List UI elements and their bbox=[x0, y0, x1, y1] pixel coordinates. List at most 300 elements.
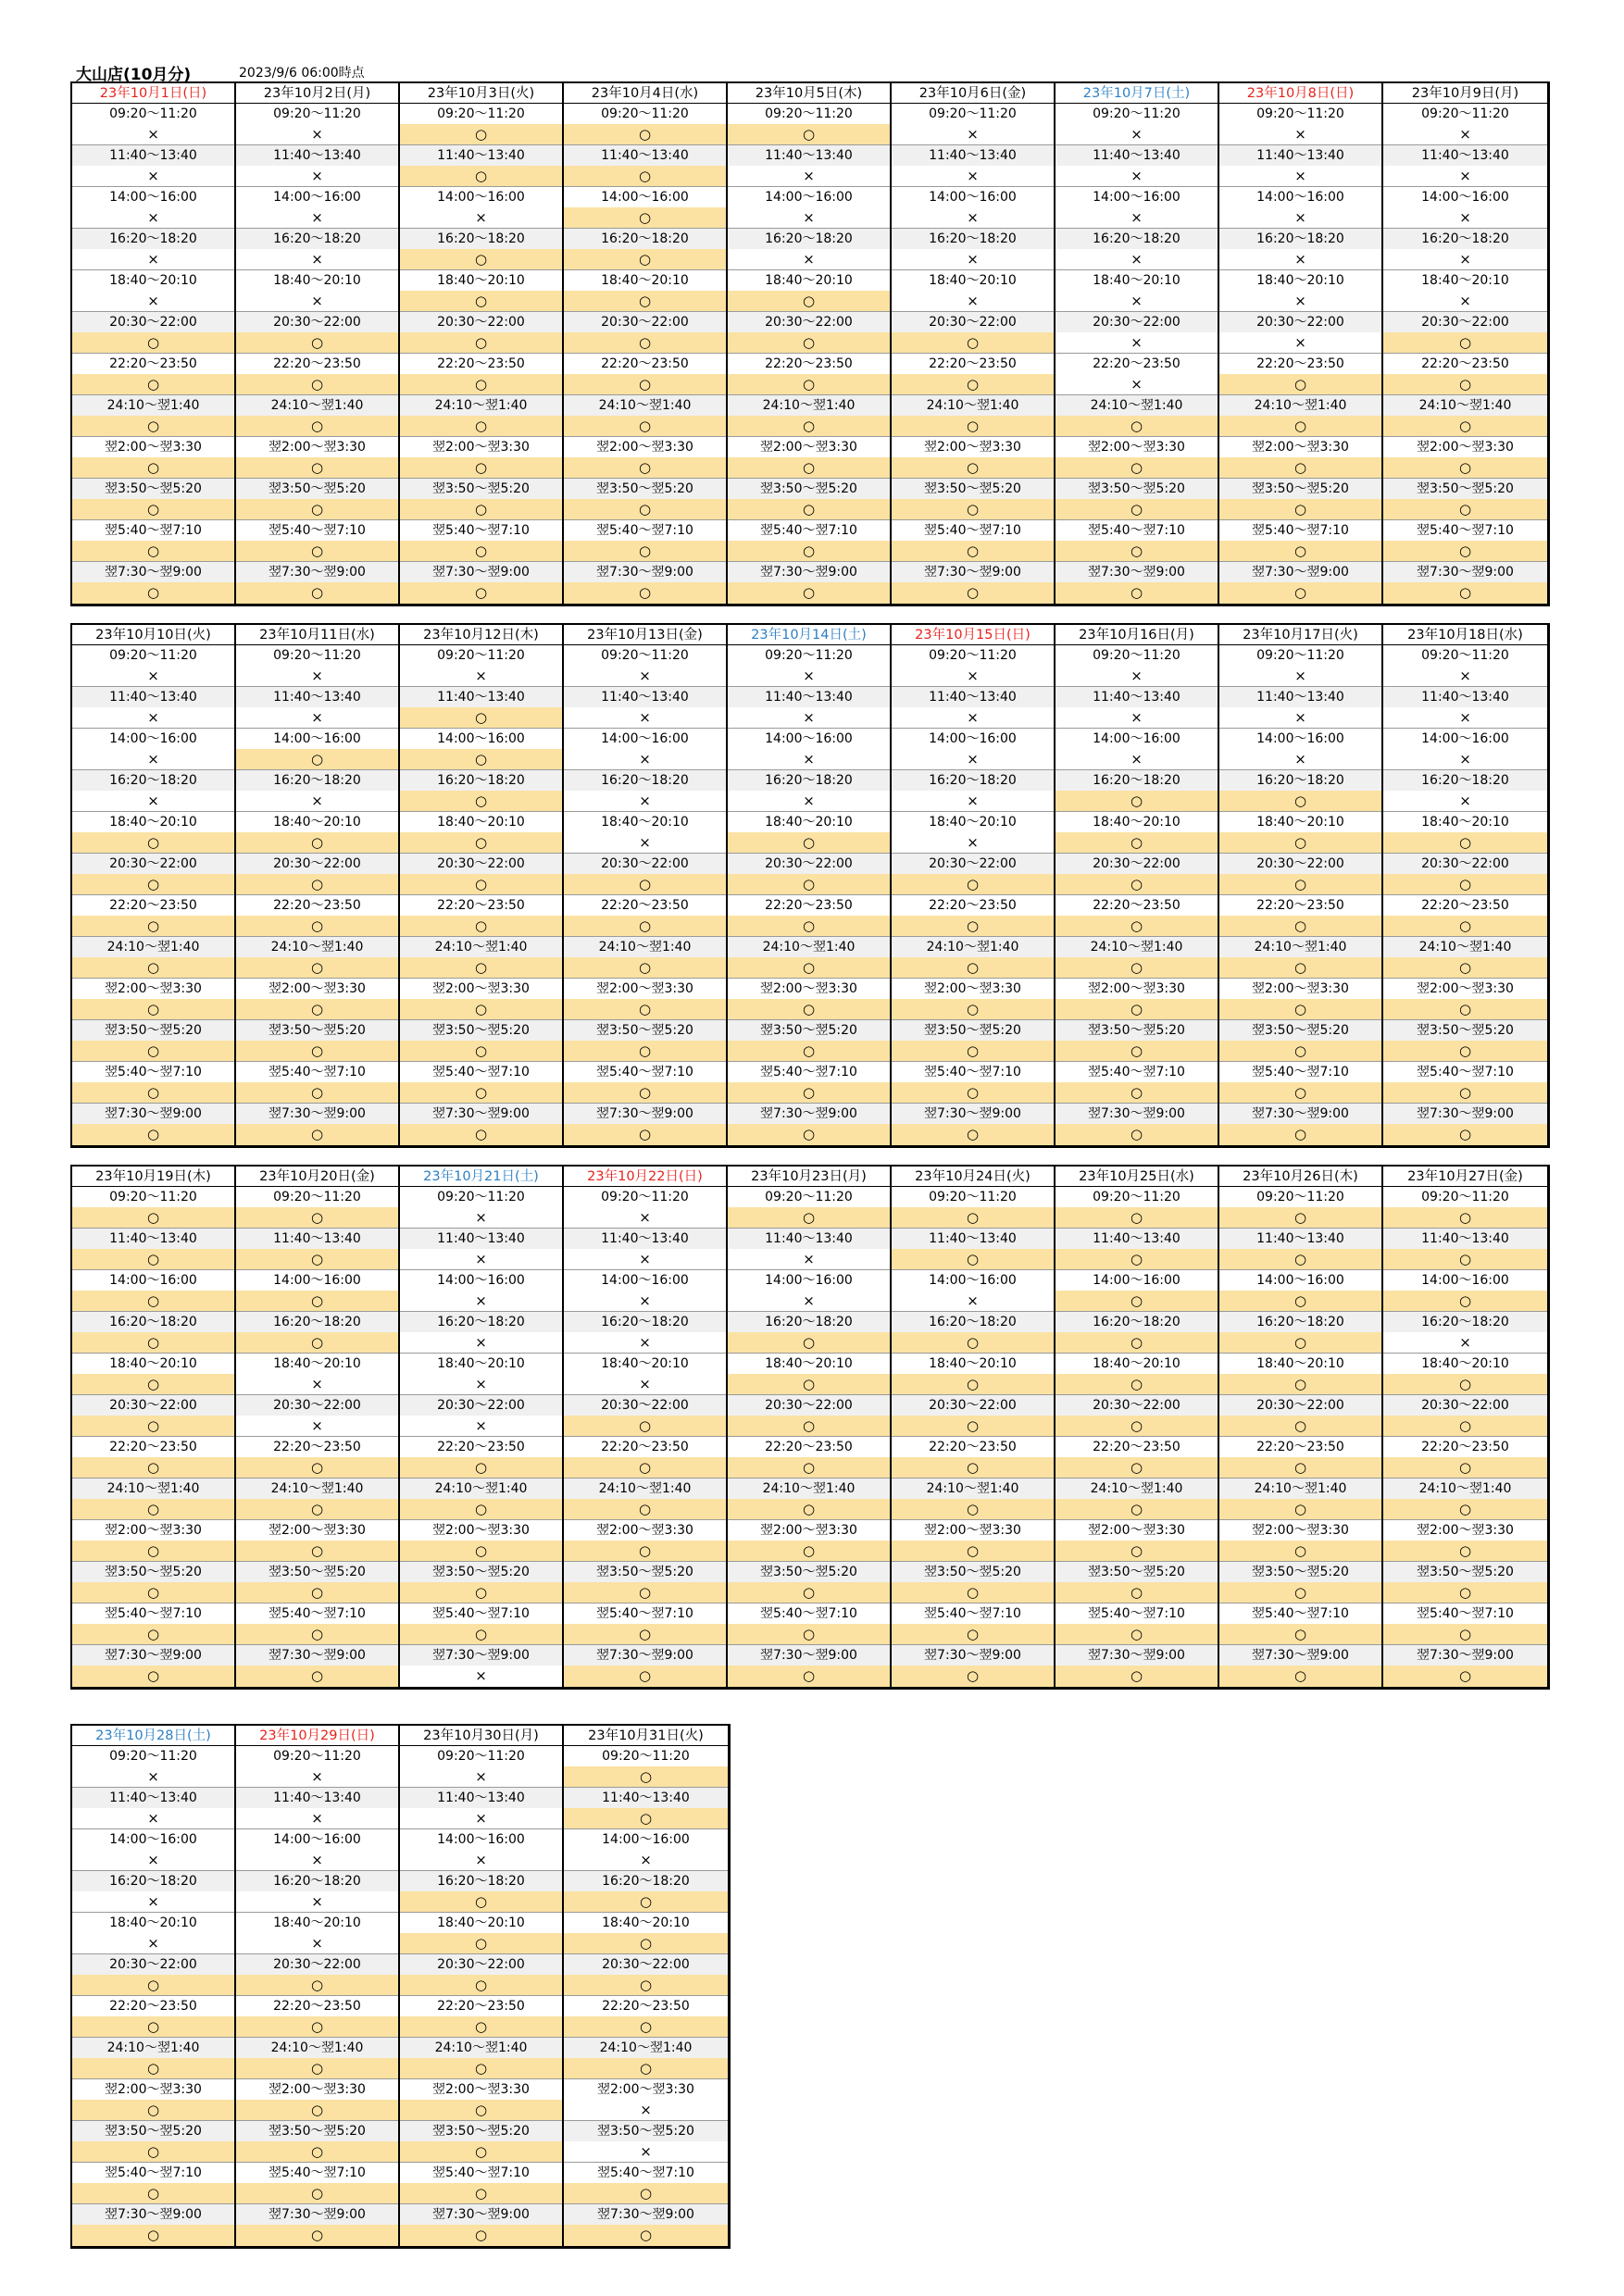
time-slot bbox=[1219, 1395, 1381, 1437]
available-mark: ○ bbox=[892, 1499, 1054, 1519]
time-slot bbox=[892, 687, 1054, 729]
unavailable-mark: × bbox=[72, 1850, 234, 1870]
slot-time-label: 11:40～13:40 bbox=[1383, 145, 1547, 166]
time-slot bbox=[728, 1187, 890, 1229]
time-slot bbox=[564, 645, 726, 687]
unavailable-mark: × bbox=[400, 1766, 562, 1787]
available-mark: ○ bbox=[1383, 832, 1547, 853]
slot-time-label: 翌5:40～翌7:10 bbox=[1219, 1062, 1381, 1082]
week-block bbox=[70, 81, 1550, 606]
time-slot bbox=[72, 2204, 234, 2246]
time-slot bbox=[892, 1104, 1054, 1145]
time-slot bbox=[72, 437, 234, 479]
available-mark: ○ bbox=[1219, 916, 1381, 936]
time-slot bbox=[1383, 479, 1547, 520]
available-mark: ○ bbox=[400, 416, 562, 436]
available-mark: ○ bbox=[72, 874, 234, 894]
slot-time-label: 24:10～翌1:40 bbox=[1383, 1479, 1547, 1499]
slot-time-label: 翌5:40～翌7:10 bbox=[400, 1603, 562, 1624]
time-slot bbox=[72, 312, 234, 354]
available-mark: ○ bbox=[728, 832, 890, 853]
available-mark: ○ bbox=[236, 1457, 398, 1478]
unavailable-mark: × bbox=[1219, 291, 1381, 311]
slot-time-label: 14:00～16:00 bbox=[72, 729, 234, 749]
slot-time-label: 14:00～16:00 bbox=[892, 729, 1054, 749]
day-header: 23年10月31日(火) bbox=[564, 1726, 728, 1746]
slot-time-label: 翌5:40～翌7:10 bbox=[892, 1062, 1054, 1082]
time-slot bbox=[236, 1479, 398, 1520]
slot-time-label: 翌7:30～翌9:00 bbox=[564, 1104, 726, 1124]
slot-time-label: 16:20～18:20 bbox=[1219, 229, 1381, 249]
slot-time-label: 14:00～16:00 bbox=[72, 1829, 234, 1850]
slot-time-label: 翌3:50～翌5:20 bbox=[1383, 1020, 1547, 1041]
unavailable-mark: × bbox=[892, 207, 1054, 228]
day-header: 23年10月17日(火) bbox=[1219, 625, 1381, 645]
time-slot bbox=[72, 1354, 234, 1395]
available-mark: ○ bbox=[564, 1541, 726, 1561]
unavailable-mark: × bbox=[1219, 124, 1381, 144]
slot-time-label: 22:20～23:50 bbox=[400, 1437, 562, 1457]
time-slot bbox=[236, 729, 398, 770]
time-slot bbox=[1056, 645, 1218, 687]
time-slot bbox=[1056, 437, 1218, 479]
available-mark: ○ bbox=[728, 1541, 890, 1561]
day-header: 23年10月5日(木) bbox=[728, 83, 890, 104]
time-slot bbox=[72, 187, 234, 229]
day-header: 23年10月27日(金) bbox=[1383, 1167, 1547, 1187]
time-slot bbox=[728, 562, 890, 604]
slot-time-label: 18:40～20:10 bbox=[564, 1354, 726, 1374]
time-slot bbox=[236, 2121, 398, 2163]
time-slot bbox=[1383, 395, 1547, 437]
time-slot bbox=[236, 312, 398, 354]
time-slot bbox=[728, 1354, 890, 1395]
slot-time-label: 18:40～20:10 bbox=[728, 812, 890, 832]
available-mark: ○ bbox=[564, 166, 726, 186]
slot-time-label: 09:20～11:20 bbox=[72, 1746, 234, 1766]
slot-time-label: 22:20～23:50 bbox=[1056, 895, 1218, 916]
time-slot bbox=[72, 145, 234, 187]
unavailable-mark: × bbox=[564, 1249, 726, 1269]
time-slot bbox=[400, 1520, 562, 1562]
day-column bbox=[400, 83, 564, 604]
day-column bbox=[1056, 625, 1219, 1145]
slot-time-label: 翌3:50～翌5:20 bbox=[1383, 479, 1547, 499]
slot-time-label: 翌7:30～翌9:00 bbox=[236, 562, 398, 582]
slot-time-label: 14:00～16:00 bbox=[1219, 1270, 1381, 1291]
time-slot bbox=[1219, 479, 1381, 520]
slot-time-label: 16:20～18:20 bbox=[564, 229, 726, 249]
time-slot bbox=[72, 1312, 234, 1354]
slot-time-label: 翌5:40～翌7:10 bbox=[564, 520, 726, 541]
available-mark: ○ bbox=[564, 457, 726, 478]
slot-time-label: 16:20～18:20 bbox=[1219, 770, 1381, 791]
time-slot bbox=[728, 520, 890, 562]
available-mark: ○ bbox=[400, 2225, 562, 2246]
slot-time-label: 16:20～18:20 bbox=[1056, 770, 1218, 791]
time-slot bbox=[72, 979, 234, 1020]
available-mark: ○ bbox=[728, 957, 890, 978]
slot-time-label: 22:20～23:50 bbox=[728, 1437, 890, 1457]
time-slot bbox=[564, 687, 726, 729]
time-slot bbox=[72, 1746, 234, 1788]
available-mark: ○ bbox=[1056, 582, 1218, 604]
slot-time-label: 20:30～22:00 bbox=[72, 854, 234, 874]
available-mark: ○ bbox=[400, 791, 562, 811]
time-slot bbox=[1383, 1229, 1547, 1270]
available-mark: ○ bbox=[1219, 832, 1381, 853]
time-slot bbox=[1056, 1354, 1218, 1395]
available-mark: ○ bbox=[1219, 957, 1381, 978]
time-slot bbox=[400, 895, 562, 937]
time-slot bbox=[1383, 354, 1547, 395]
unavailable-mark: × bbox=[728, 1291, 890, 1311]
day-column bbox=[1056, 83, 1219, 604]
slot-time-label: 09:20～11:20 bbox=[892, 104, 1054, 124]
available-mark: ○ bbox=[1056, 874, 1218, 894]
day-header: 23年10月6日(金) bbox=[892, 83, 1054, 104]
time-slot bbox=[72, 1520, 234, 1562]
slot-time-label: 16:20～18:20 bbox=[728, 770, 890, 791]
slot-time-label: 11:40～13:40 bbox=[72, 145, 234, 166]
available-mark: ○ bbox=[236, 957, 398, 978]
time-slot bbox=[72, 770, 234, 812]
slot-time-label: 22:20～23:50 bbox=[400, 1996, 562, 2016]
available-mark: ○ bbox=[236, 1207, 398, 1228]
time-slot bbox=[564, 1829, 728, 1871]
time-slot bbox=[72, 395, 234, 437]
time-slot bbox=[564, 2163, 728, 2204]
slot-time-label: 20:30～22:00 bbox=[236, 1395, 398, 1416]
available-mark: ○ bbox=[1383, 374, 1547, 394]
available-mark: ○ bbox=[400, 249, 562, 269]
time-slot bbox=[892, 1562, 1054, 1603]
time-slot bbox=[564, 895, 726, 937]
time-slot bbox=[1219, 1603, 1381, 1645]
time-slot bbox=[728, 1395, 890, 1437]
slot-time-label: 22:20～23:50 bbox=[1056, 354, 1218, 374]
time-slot bbox=[728, 645, 890, 687]
time-slot bbox=[236, 2204, 398, 2246]
slot-time-label: 翌7:30～翌9:00 bbox=[236, 1104, 398, 1124]
unavailable-mark: × bbox=[400, 1332, 562, 1353]
unavailable-mark: × bbox=[72, 666, 234, 686]
slot-time-label: 09:20～11:20 bbox=[564, 645, 726, 666]
time-slot bbox=[72, 1954, 234, 1996]
day-column bbox=[564, 83, 728, 604]
time-slot bbox=[564, 729, 726, 770]
time-slot bbox=[564, 479, 726, 520]
slot-time-label: 11:40～13:40 bbox=[892, 145, 1054, 166]
slot-time-label: 翌7:30～翌9:00 bbox=[400, 562, 562, 582]
slot-time-label: 翌2:00～翌3:30 bbox=[1219, 1520, 1381, 1541]
slot-time-label: 16:20～18:20 bbox=[400, 1871, 562, 1891]
time-slot bbox=[892, 1395, 1054, 1437]
slot-time-label: 24:10～翌1:40 bbox=[400, 937, 562, 957]
available-mark: ○ bbox=[728, 124, 890, 144]
available-mark: ○ bbox=[1219, 499, 1381, 519]
slot-time-label: 翌7:30～翌9:00 bbox=[72, 562, 234, 582]
slot-time-label: 14:00～16:00 bbox=[564, 729, 726, 749]
slot-time-label: 14:00～16:00 bbox=[1383, 1270, 1547, 1291]
time-slot bbox=[728, 854, 890, 895]
time-slot bbox=[1219, 937, 1381, 979]
unavailable-mark: × bbox=[236, 1766, 398, 1787]
slot-time-label: 24:10～翌1:40 bbox=[564, 2038, 728, 2058]
available-mark: ○ bbox=[728, 582, 890, 604]
time-slot bbox=[1383, 520, 1547, 562]
time-slot bbox=[564, 1062, 726, 1104]
unavailable-mark: × bbox=[236, 1808, 398, 1828]
slot-time-label: 14:00～16:00 bbox=[564, 1270, 726, 1291]
slot-time-label: 翌5:40～翌7:10 bbox=[892, 1603, 1054, 1624]
available-mark: ○ bbox=[72, 1082, 234, 1103]
available-mark: ○ bbox=[564, 1082, 726, 1103]
slot-time-label: 20:30～22:00 bbox=[1056, 1395, 1218, 1416]
available-mark: ○ bbox=[236, 916, 398, 936]
slot-time-label: 20:30～22:00 bbox=[564, 854, 726, 874]
unavailable-mark: × bbox=[564, 791, 726, 811]
time-slot bbox=[1383, 1187, 1547, 1229]
available-mark: ○ bbox=[1219, 374, 1381, 394]
time-slot bbox=[236, 1996, 398, 2038]
time-slot bbox=[400, 2204, 562, 2246]
available-mark: ○ bbox=[400, 1041, 562, 1061]
day-column bbox=[400, 1726, 564, 2246]
slot-time-label: 18:40～20:10 bbox=[236, 812, 398, 832]
time-slot bbox=[72, 1829, 234, 1871]
time-slot bbox=[1383, 1562, 1547, 1603]
slot-time-label: 09:20～11:20 bbox=[236, 1187, 398, 1207]
available-mark: ○ bbox=[400, 1891, 562, 1912]
slot-time-label: 翌7:30～翌9:00 bbox=[400, 1104, 562, 1124]
slot-time-label: 09:20～11:20 bbox=[1219, 1187, 1381, 1207]
available-mark: ○ bbox=[1383, 916, 1547, 936]
time-slot bbox=[1056, 354, 1218, 395]
slot-time-label: 翌3:50～翌5:20 bbox=[400, 2121, 562, 2141]
slot-time-label: 翌3:50～翌5:20 bbox=[400, 479, 562, 499]
time-slot bbox=[1219, 1562, 1381, 1603]
unavailable-mark: × bbox=[236, 291, 398, 311]
slot-time-label: 翌7:30～翌9:00 bbox=[1056, 562, 1218, 582]
available-mark: ○ bbox=[728, 1624, 890, 1644]
time-slot bbox=[892, 1270, 1054, 1312]
time-slot bbox=[728, 1104, 890, 1145]
available-mark: ○ bbox=[564, 1766, 728, 1787]
time-slot bbox=[564, 2204, 728, 2246]
available-mark: ○ bbox=[72, 2225, 234, 2246]
slot-time-label: 16:20～18:20 bbox=[400, 770, 562, 791]
day-column bbox=[892, 83, 1056, 604]
slot-time-label: 22:20～23:50 bbox=[72, 1996, 234, 2016]
available-mark: ○ bbox=[564, 1891, 728, 1912]
time-slot bbox=[892, 354, 1054, 395]
slot-time-label: 20:30～22:00 bbox=[564, 1954, 728, 1975]
slot-time-label: 翌3:50～翌5:20 bbox=[564, 2121, 728, 2141]
time-slot bbox=[400, 187, 562, 229]
time-slot bbox=[1383, 229, 1547, 270]
time-slot bbox=[236, 1645, 398, 1687]
available-mark: ○ bbox=[72, 416, 234, 436]
time-slot bbox=[72, 354, 234, 395]
slot-time-label: 翌3:50～翌5:20 bbox=[72, 1562, 234, 1582]
day-column bbox=[728, 625, 892, 1145]
time-slot bbox=[1383, 1104, 1547, 1145]
unavailable-mark: × bbox=[728, 707, 890, 728]
unavailable-mark: × bbox=[400, 207, 562, 228]
available-mark: ○ bbox=[1219, 541, 1381, 561]
slot-time-label: 16:20～18:20 bbox=[72, 1312, 234, 1332]
time-slot bbox=[400, 1354, 562, 1395]
slot-time-label: 11:40～13:40 bbox=[728, 687, 890, 707]
day-column bbox=[72, 83, 236, 604]
available-mark: ○ bbox=[400, 1933, 562, 1953]
time-slot bbox=[564, 1996, 728, 2038]
slot-time-label: 18:40～20:10 bbox=[400, 270, 562, 291]
time-slot bbox=[400, 770, 562, 812]
unavailable-mark: × bbox=[1383, 707, 1547, 728]
time-slot bbox=[1383, 1479, 1547, 1520]
unavailable-mark: × bbox=[400, 1207, 562, 1228]
unavailable-mark: × bbox=[236, 124, 398, 144]
available-mark: ○ bbox=[1056, 1082, 1218, 1103]
unavailable-mark: × bbox=[1056, 749, 1218, 769]
time-slot bbox=[564, 145, 726, 187]
available-mark: ○ bbox=[892, 1624, 1054, 1644]
available-mark: ○ bbox=[1383, 582, 1547, 604]
available-mark: ○ bbox=[728, 332, 890, 353]
available-mark: ○ bbox=[892, 957, 1054, 978]
slot-time-label: 20:30～22:00 bbox=[400, 854, 562, 874]
available-mark: ○ bbox=[72, 1457, 234, 1478]
day-header: 23年10月10日(火) bbox=[72, 625, 234, 645]
time-slot bbox=[400, 437, 562, 479]
time-slot bbox=[1219, 812, 1381, 854]
available-mark: ○ bbox=[400, 916, 562, 936]
slot-time-label: 16:20～18:20 bbox=[72, 770, 234, 791]
available-mark: ○ bbox=[400, 2100, 562, 2120]
slot-time-label: 24:10～翌1:40 bbox=[564, 395, 726, 416]
time-slot bbox=[400, 229, 562, 270]
time-slot bbox=[400, 979, 562, 1020]
day-column bbox=[564, 1167, 728, 1687]
slot-time-label: 11:40～13:40 bbox=[1219, 687, 1381, 707]
available-mark: ○ bbox=[564, 1624, 726, 1644]
slot-time-label: 14:00～16:00 bbox=[1383, 187, 1547, 207]
available-mark: ○ bbox=[728, 1332, 890, 1353]
available-mark: ○ bbox=[72, 1666, 234, 1687]
slot-time-label: 24:10～翌1:40 bbox=[1383, 937, 1547, 957]
time-slot bbox=[1056, 979, 1218, 1020]
slot-time-label: 翌7:30～翌9:00 bbox=[564, 2204, 728, 2225]
time-slot bbox=[1383, 145, 1547, 187]
slot-time-label: 11:40～13:40 bbox=[564, 1229, 726, 1249]
slot-time-label: 09:20～11:20 bbox=[72, 104, 234, 124]
slot-time-label: 24:10～翌1:40 bbox=[1219, 937, 1381, 957]
slot-time-label: 翌7:30～翌9:00 bbox=[892, 1104, 1054, 1124]
time-slot bbox=[400, 1062, 562, 1104]
time-slot bbox=[892, 479, 1054, 520]
unavailable-mark: × bbox=[400, 1291, 562, 1311]
available-mark: ○ bbox=[72, 957, 234, 978]
available-mark: ○ bbox=[1056, 1541, 1218, 1561]
store-title: 大山店(10月分) bbox=[76, 66, 192, 84]
time-slot bbox=[236, 145, 398, 187]
slot-time-label: 22:20～23:50 bbox=[892, 1437, 1054, 1457]
time-slot bbox=[564, 2038, 728, 2079]
slot-time-label: 24:10～翌1:40 bbox=[892, 1479, 1054, 1499]
slot-time-label: 16:20～18:20 bbox=[564, 1312, 726, 1332]
slot-time-label: 翌7:30～翌9:00 bbox=[400, 1645, 562, 1666]
available-mark: ○ bbox=[72, 332, 234, 353]
time-slot bbox=[236, 1312, 398, 1354]
time-slot bbox=[892, 1312, 1054, 1354]
slot-time-label: 18:40～20:10 bbox=[1383, 1354, 1547, 1374]
slot-time-label: 24:10～翌1:40 bbox=[400, 2038, 562, 2058]
slot-time-label: 09:20～11:20 bbox=[1056, 104, 1218, 124]
slot-time-label: 16:20～18:20 bbox=[564, 770, 726, 791]
time-slot bbox=[892, 729, 1054, 770]
available-mark: ○ bbox=[1383, 1041, 1547, 1061]
slot-time-label: 翌2:00～翌3:30 bbox=[728, 979, 890, 999]
slot-time-label: 翌3:50～翌5:20 bbox=[72, 1020, 234, 1041]
unavailable-mark: × bbox=[1056, 291, 1218, 311]
slot-time-label: 翌5:40～翌7:10 bbox=[400, 2163, 562, 2183]
time-slot bbox=[72, 1645, 234, 1687]
slot-time-label: 14:00～16:00 bbox=[72, 1270, 234, 1291]
slot-time-label: 16:20～18:20 bbox=[72, 229, 234, 249]
slot-time-label: 11:40～13:40 bbox=[892, 1229, 1054, 1249]
available-mark: ○ bbox=[564, 1416, 726, 1436]
time-slot bbox=[72, 1104, 234, 1145]
slot-time-label: 翌5:40～翌7:10 bbox=[564, 1062, 726, 1082]
available-mark: ○ bbox=[72, 1249, 234, 1269]
slot-time-label: 翌2:00～翌3:30 bbox=[892, 1520, 1054, 1541]
slot-time-label: 09:20～11:20 bbox=[72, 645, 234, 666]
time-slot bbox=[564, 1020, 726, 1062]
time-slot bbox=[564, 812, 726, 854]
available-mark: ○ bbox=[564, 541, 726, 561]
available-mark: ○ bbox=[1056, 416, 1218, 436]
available-mark: ○ bbox=[1056, 999, 1218, 1019]
slot-time-label: 翌3:50～翌5:20 bbox=[236, 479, 398, 499]
unavailable-mark: × bbox=[1383, 791, 1547, 811]
available-mark: ○ bbox=[892, 1332, 1054, 1353]
available-mark: ○ bbox=[564, 2183, 728, 2203]
time-slot bbox=[400, 2079, 562, 2121]
available-mark: ○ bbox=[892, 374, 1054, 394]
slot-time-label: 18:40～20:10 bbox=[564, 812, 726, 832]
slot-time-label: 20:30～22:00 bbox=[1219, 854, 1381, 874]
available-mark: ○ bbox=[236, 874, 398, 894]
available-mark: ○ bbox=[72, 1624, 234, 1644]
available-mark: ○ bbox=[236, 1332, 398, 1353]
time-slot bbox=[892, 1020, 1054, 1062]
slot-time-label: 翌2:00～翌3:30 bbox=[892, 979, 1054, 999]
slot-time-label: 14:00～16:00 bbox=[400, 187, 562, 207]
available-mark: ○ bbox=[728, 999, 890, 1019]
available-mark: ○ bbox=[1056, 1041, 1218, 1061]
time-slot bbox=[564, 312, 726, 354]
slot-time-label: 翌3:50～翌5:20 bbox=[728, 479, 890, 499]
time-slot bbox=[728, 1229, 890, 1270]
slot-time-label: 翌7:30～翌9:00 bbox=[892, 562, 1054, 582]
time-slot bbox=[1219, 187, 1381, 229]
time-slot bbox=[1056, 729, 1218, 770]
time-slot bbox=[72, 104, 234, 145]
slot-time-label: 22:20～23:50 bbox=[564, 895, 726, 916]
time-slot bbox=[72, 479, 234, 520]
